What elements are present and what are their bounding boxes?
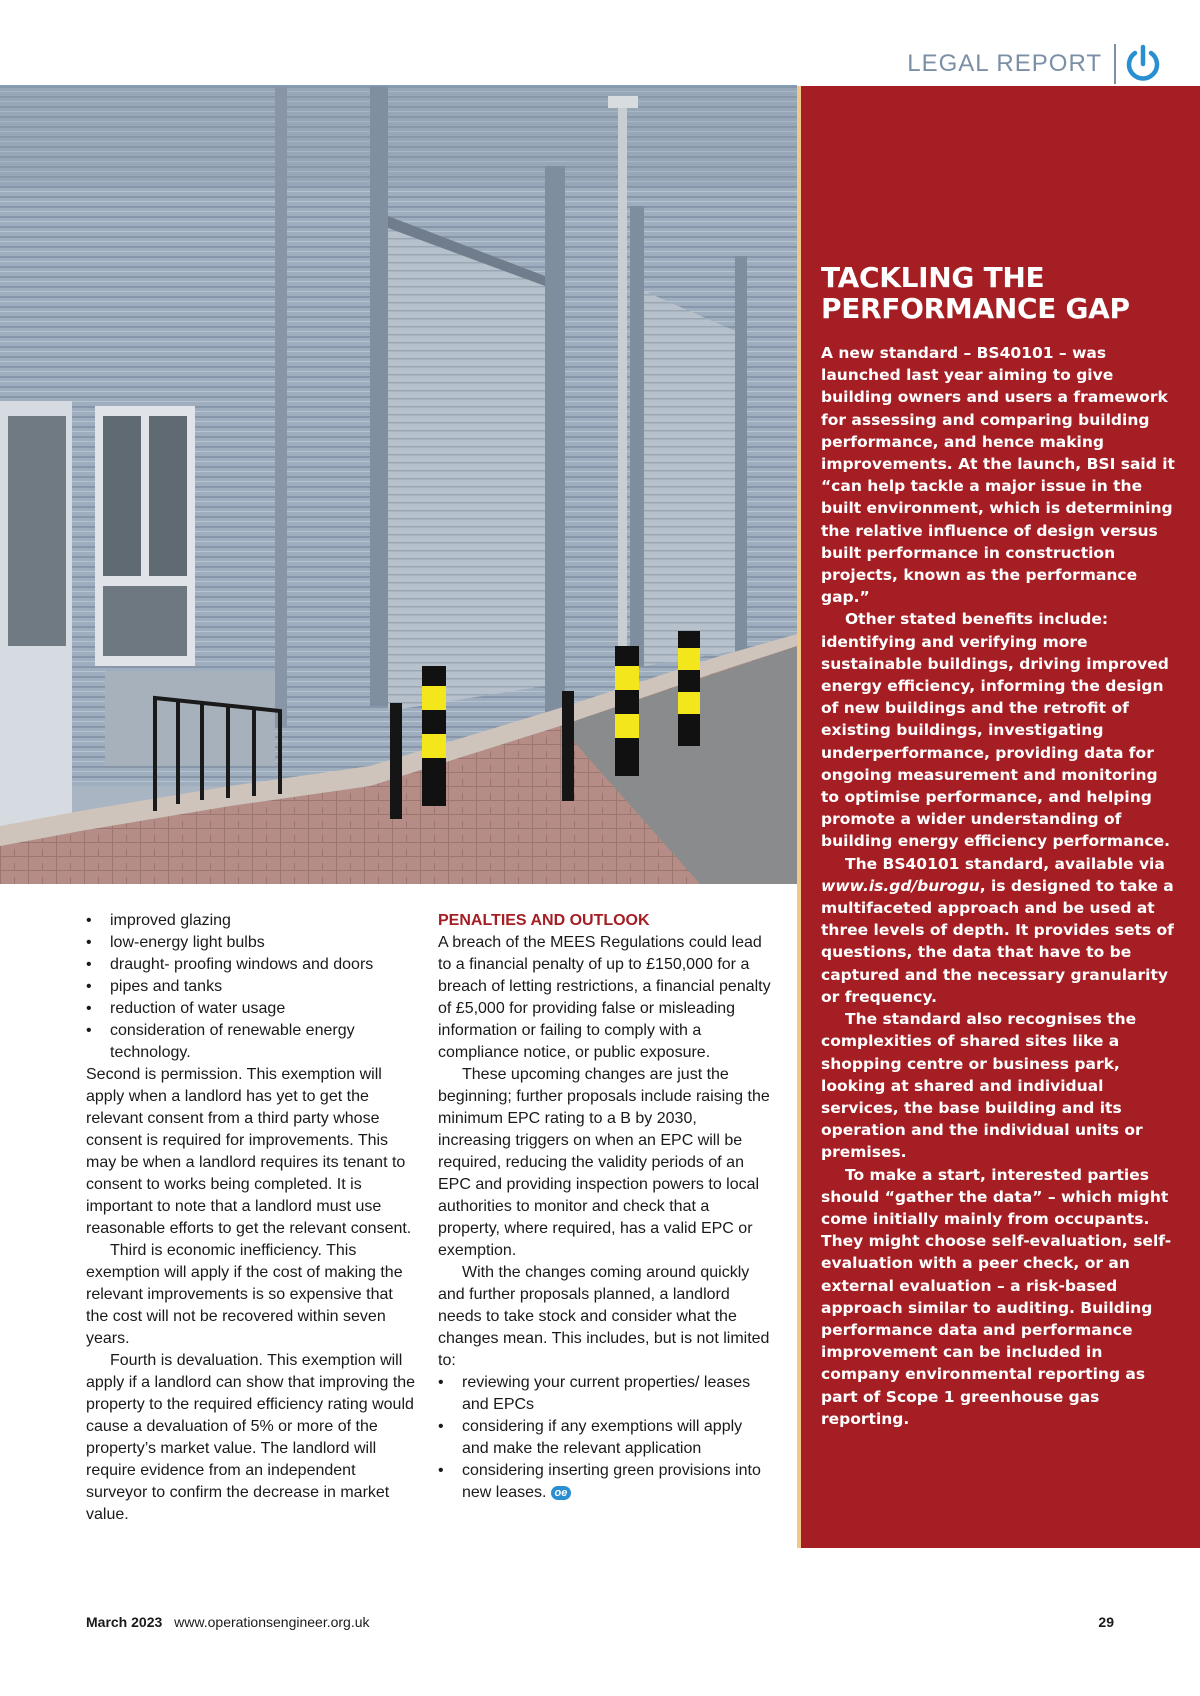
body-paragraph: A breach of the MEES Regulations could lead to a financial penalty of up to £150,000 for a breach of letting restrictions, a financial penalty of £5,000 for providing false or misleading information or failing to comply with a compliance notice, or public exposure. [438, 934, 771, 1061]
body-paragraph: These upcoming changes are just the beginning; further proposals include raising the minimum EPC rating to a B by 2030, increasing triggers on when an EPC will be required, reducing the validity periods of an EPC and providing inspection powers to local authorities to monitor and check that a property, where required, has a valid EPC or exemption. [438, 1066, 770, 1259]
left-column [86, 910, 416, 1526]
list-item: • consideration of renewable energy technology. [86, 1020, 416, 1064]
list-item-text: considering inserting green provisions into new leases. [462, 1462, 761, 1501]
list-item: • reduction of water usage [86, 998, 416, 1020]
actions-list [438, 1372, 773, 1504]
list-item [438, 1460, 773, 1504]
sidebar-paragraph: To make a start, interested parties should “gather the data” – which might come initially mainly from occupants. They might choose self-evaluation, self-evaluation with a peer check, or an external evaluation – a risk-based approach similar to auditing. Building performance data and performance improvement can be included in company environmental reporting as part of Scope 1 greenhouse gas reporting. [821, 1165, 1172, 1428]
body-paragraph: Second is permission. This exemption will apply when a landlord has yet to get the relevant consent from a third party whose consent is required for improvements. This may be when a landlord requires its tenant to consent to works being completed. It is important to note that a landlord must use reasonable efforts to get the relevant consent. [86, 1066, 412, 1237]
right-column [438, 910, 773, 1504]
list-item: • reviewing your current properties/ leases and EPCs [438, 1372, 773, 1416]
website-link[interactable]: www.operationsengineer.org.uk [174, 1614, 370, 1630]
issue-date: March 2023 [86, 1614, 163, 1630]
penalties-heading: PENALTIES AND OUTLOOK [438, 912, 650, 929]
sidebar-paragraph [821, 853, 1180, 1008]
improvements-list [86, 910, 416, 1064]
oe-end-icon: oe [551, 1486, 572, 1500]
list-item: • considering if any exemptions will apply and make the relevant application [438, 1416, 773, 1460]
sidebar-title-line2: PERFORMANCE GAP [821, 292, 1130, 325]
list-item: • draught- proofing windows and doors [86, 954, 416, 976]
sidebar-paragraph: The standard also recognises the complexities of shared sites like a shopping centre or business park, looking at shared and individual services, the base building and its operation and the individual units or premises. [821, 1010, 1143, 1162]
body-paragraph: Fourth is devaluation. This exemption will apply if a landlord can show that improving the property to the required efficiency rating would cause a devaluation of 5% or more of the property’s market value. The landlord will require evidence from an independent surveyor to confirm the decrease in market value. [86, 1352, 416, 1523]
sidebar-paragraph: A new standard – BS40101 – was launched last year aiming to give building owners and users a framework for assessing and comparing building performance, and hence making improvements. At the launch, BSI said it “can help tackle a major issue in the built environment, which is determining the relative influence of design versus built performance in construction projects, known as the performance gap.” [821, 344, 1175, 607]
body-paragraph: Third is economic inefficiency. This exemption will apply if the cost of making the relevant improvements is so expensive that the cost will not be recovered within seven years. [86, 1242, 403, 1347]
section-label: LEGAL REPORT [907, 50, 1102, 77]
list-item: • pipes and tanks [86, 976, 416, 998]
sidebar-text: , is designed to take a multifaceted approach and be used at three levels of depth. It provides sets of questions, the data that have to be captured and the necessary granularity or frequency. [821, 876, 1174, 1006]
sidebar-box [801, 86, 1200, 1548]
page-footer [86, 1614, 1114, 1630]
burogu-link[interactable]: www.is.gd/burogu [821, 876, 980, 895]
list-item: • improved glazing [86, 910, 416, 932]
building-photo [0, 86, 797, 884]
sidebar-title-line1: TACKLING THE [821, 261, 1045, 294]
body-paragraph: With the changes coming around quickly and further proposals planned, a landlord needs to take stock and consider what the changes mean. This includes, but is not limited to: [438, 1264, 770, 1369]
header-divider [1114, 44, 1116, 84]
list-item: • low-energy light bulbs [86, 932, 416, 954]
sidebar-title [821, 262, 1180, 324]
power-icon [1124, 44, 1162, 84]
photo-credit: Joe Gough/stock.adobe.com [770, 706, 781, 846]
sidebar-paragraph: Other stated benefits include: identifying and verifying more sustainable buildings, driving improved energy efficiency, informing the design of new buildings and the retrofit of existing buildings, investigating underperformance, providing data for ongoing measurement and monitoring to optimise performance, and helping promote a wider understanding of building energy efficiency performance. [821, 610, 1171, 851]
page-number: 29 [1098, 1614, 1114, 1630]
sidebar-text: The BS40101 standard, available via [845, 854, 1165, 873]
